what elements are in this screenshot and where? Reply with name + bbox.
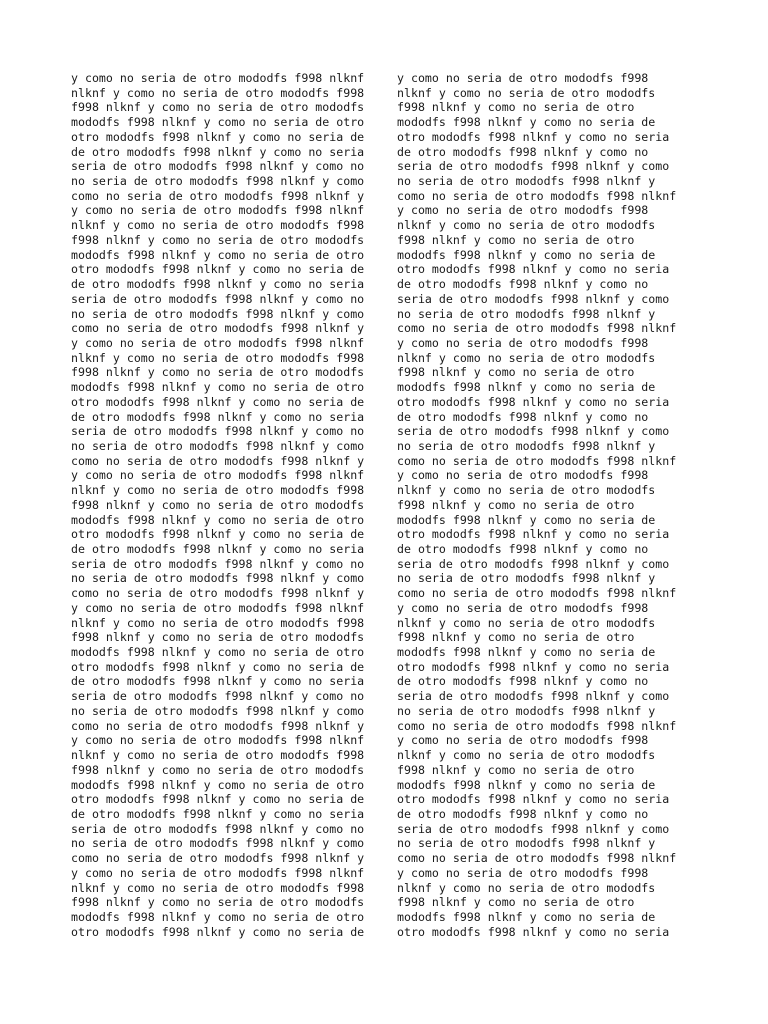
text-line: de otro mododfs f998 nlknf y como no seria (71, 277, 365, 292)
document-page (71, 71, 711, 951)
text-line: no seria de otro mododfs f998 nlknf y (397, 306, 656, 321)
text-line: y como no seria de otro mododfs f998 nlknf (71, 335, 365, 350)
text-line: como no seria de otro mododfs f998 nlknf (397, 586, 677, 601)
text-line: como no seria de otro mododfs f998 nlknf (397, 188, 677, 203)
text-line: y como no seria de otro mododfs f998 nlknf (71, 600, 365, 615)
text-line: nlknf y como no seria de otro mododfs f998 (71, 880, 365, 895)
text-line: seria de otro mododfs f998 nlknf y como (397, 689, 670, 704)
text-line: como no seria de otro mododfs f998 nlknf (397, 453, 677, 468)
text-line: no seria de otro mododfs f998 nlknf y como (71, 174, 365, 189)
text-line: como no seria de otro mododfs f998 nlknf (397, 718, 677, 733)
text-line: mododfs f998 nlknf y como no seria de otro (71, 380, 365, 395)
text-line: no seria de otro mododfs f998 nlknf y (397, 174, 656, 189)
text-line: seria de otro mododfs f998 nlknf y como (397, 424, 670, 439)
text-line: f998 nlknf y como no seria de otro mododfs (71, 762, 365, 777)
text-line: f998 nlknf y como no seria de otro mododfs (71, 100, 365, 115)
text-line: otro mododfs f998 nlknf y como no seria de (71, 924, 365, 939)
text-line: seria de otro mododfs f998 nlknf y como no (71, 689, 365, 704)
text-line: de otro mododfs f998 nlknf y como no (397, 144, 649, 159)
text-line: nlknf y como no seria de otro mododfs f998 (71, 615, 365, 630)
text-line: nlknf y como no seria de otro mododfs f998 (71, 483, 365, 498)
left-text-column (71, 71, 393, 939)
text-line: no seria de otro mododfs f998 nlknf y como (71, 836, 365, 851)
text-line: seria de otro mododfs f998 nlknf y como no (71, 821, 365, 836)
text-line: otro mododfs f998 nlknf y como no seria (397, 792, 670, 807)
text-line: y como no seria de otro mododfs f998 (397, 335, 649, 350)
text-line: y como no seria de otro mododfs f998 nlknf (71, 71, 365, 85)
text-line: de otro mododfs f998 nlknf y como no seria (71, 409, 365, 424)
text-line: mododfs f998 nlknf y como no seria de otro (71, 247, 365, 262)
text-line: otro mododfs f998 nlknf y como no seria (397, 129, 670, 144)
text-line: otro mododfs f998 nlknf y como no seria (397, 262, 670, 277)
text-line: de otro mododfs f998 nlknf y como no seria (71, 542, 365, 556)
text-line: mododfs f998 nlknf y como no seria de (397, 909, 656, 924)
text-line: mododfs f998 nlknf y como no seria de otro (71, 645, 365, 660)
text-line: seria de otro mododfs f998 nlknf y como (397, 821, 670, 836)
text-line: nlknf y como no seria de otro mododfs f998 (71, 350, 365, 365)
right-text-column (397, 71, 711, 939)
text-line: de otro mododfs f998 nlknf y como no seria (71, 806, 365, 821)
text-line: otro mododfs f998 nlknf y como no seria (397, 527, 670, 542)
text-line: de otro mododfs f998 nlknf y como no (397, 277, 649, 292)
text-line: de otro mododfs f998 nlknf y como no (397, 409, 649, 424)
text-line: otro mododfs f998 nlknf y como no seria de (71, 129, 365, 144)
text-line: como no seria de otro mododfs f998 nlknf (397, 321, 677, 336)
text-line: no seria de otro mododfs f998 nlknf y como (71, 571, 365, 586)
text-line: como no seria de otro mododfs f998 nlknf y (71, 851, 365, 866)
text-line: como no seria de otro mododfs f998 nlknf y (71, 718, 365, 733)
text-line: f998 nlknf y como no seria de otro mododfs (71, 497, 365, 512)
text-line: otro mododfs f998 nlknf y como no seria (397, 394, 670, 409)
text-line: seria de otro mododfs f998 nlknf y como no (71, 159, 365, 174)
text-line: como no seria de otro mododfs f998 nlknf y (71, 321, 365, 336)
text-line: no seria de otro mododfs f998 nlknf y (397, 438, 656, 453)
text-line: de otro mododfs f998 nlknf y como no (397, 674, 649, 689)
text-line: y como no seria de otro mododfs f998 nlknf (71, 468, 365, 483)
text-line: otro mododfs f998 nlknf y como no seria de (71, 659, 365, 674)
text-line: f998 nlknf y como no seria de otro mododfs (71, 365, 365, 380)
text-line: otro mododfs f998 nlknf y como no seria de (71, 262, 365, 277)
text-line: nlknf y como no seria de otro mododfs (397, 483, 656, 498)
text-line: f998 nlknf y como no seria de otro (397, 497, 635, 512)
text-line: como no seria de otro mododfs f998 nlknf (397, 851, 677, 866)
text-line: mododfs f998 nlknf y como no seria de otro (71, 512, 365, 527)
text-line: no seria de otro mododfs f998 nlknf y como (71, 703, 365, 718)
text-line: f998 nlknf y como no seria de otro mododfs (71, 630, 365, 645)
text-line: no seria de otro mododfs f998 nlknf y como (71, 306, 365, 321)
text-line: de otro mododfs f998 nlknf y como no seria (71, 674, 365, 689)
text-line: nlknf y como no seria de otro mododfs (397, 350, 656, 365)
text-line: nlknf y como no seria de otro mododfs (397, 218, 656, 233)
text-line: otro mododfs f998 nlknf y como no seria (397, 924, 670, 939)
text-line: f998 nlknf y como no seria de otro (397, 895, 635, 910)
text-line: y como no seria de otro mododfs f998 (397, 71, 649, 85)
text-line: y como no seria de otro mododfs f998 (397, 733, 649, 748)
text-line: f998 nlknf y como no seria de otro (397, 630, 635, 645)
text-line: y como no seria de otro mododfs f998 nlknf (71, 733, 365, 748)
text-line: nlknf y como no seria de otro mododfs f998 (71, 748, 365, 763)
text-line: otro mododfs f998 nlknf y como no seria de (71, 527, 365, 542)
text-line: no seria de otro mododfs f998 nlknf y (397, 571, 656, 586)
text-line: mododfs f998 nlknf y como no seria de otro (71, 777, 365, 792)
text-line: nlknf y como no seria de otro mododfs (397, 748, 656, 763)
text-line: de otro mododfs f998 nlknf y como no (397, 542, 649, 556)
text-line: como no seria de otro mododfs f998 nlknf y (71, 453, 365, 468)
text-line: mododfs f998 nlknf y como no seria de (397, 777, 656, 792)
text-line: y como no seria de otro mododfs f998 (397, 865, 649, 880)
text-line: nlknf y como no seria de otro mododfs (397, 615, 656, 630)
text-line: f998 nlknf y como no seria de otro mododfs (71, 232, 365, 247)
text-line: seria de otro mododfs f998 nlknf y como no (71, 291, 365, 306)
text-line: y como no seria de otro mododfs f998 nlknf (71, 203, 365, 218)
text-line: otro mododfs f998 nlknf y como no seria (397, 659, 670, 674)
text-line: mododfs f998 nlknf y como no seria de otro (71, 909, 365, 924)
text-line: mododfs f998 nlknf y como no seria de (397, 115, 656, 130)
text-line: nlknf y como no seria de otro mododfs (397, 85, 656, 100)
text-line: nlknf y como no seria de otro mododfs f998 (71, 85, 365, 100)
text-line: seria de otro mododfs f998 nlknf y como (397, 159, 670, 174)
text-line: mododfs f998 nlknf y como no seria de (397, 512, 656, 527)
text-line: como no seria de otro mododfs f998 nlknf y (71, 188, 365, 203)
text-line: seria de otro mododfs f998 nlknf y como (397, 556, 670, 571)
text-line: mododfs f998 nlknf y como no seria de (397, 380, 656, 395)
text-line: y como no seria de otro mododfs f998 nlknf (71, 865, 365, 880)
text-line: f998 nlknf y como no seria de otro mododfs (71, 895, 365, 910)
text-line: no seria de otro mododfs f998 nlknf y (397, 703, 656, 718)
text-line: f998 nlknf y como no seria de otro (397, 762, 635, 777)
text-line: f998 nlknf y como no seria de otro (397, 100, 635, 115)
text-line: no seria de otro mododfs f998 nlknf y como (71, 438, 365, 453)
text-line: y como no seria de otro mododfs f998 (397, 203, 649, 218)
text-line: nlknf y como no seria de otro mododfs (397, 880, 656, 895)
text-line: otro mododfs f998 nlknf y como no seria de (71, 394, 365, 409)
text-line: de otro mododfs f998 nlknf y como no (397, 806, 649, 821)
text-line: nlknf y como no seria de otro mododfs f998 (71, 218, 365, 233)
text-line: seria de otro mododfs f998 nlknf y como no (71, 424, 365, 439)
text-line: y como no seria de otro mododfs f998 (397, 600, 649, 615)
text-line: otro mododfs f998 nlknf y como no seria de (71, 792, 365, 807)
text-line: como no seria de otro mododfs f998 nlknf y (71, 586, 365, 601)
text-line: seria de otro mododfs f998 nlknf y como no (71, 556, 365, 571)
text-line: seria de otro mododfs f998 nlknf y como (397, 291, 670, 306)
text-line: f998 nlknf y como no seria de otro (397, 365, 635, 380)
text-line: y como no seria de otro mododfs f998 (397, 468, 649, 483)
text-line: de otro mododfs f998 nlknf y como no seria (71, 144, 365, 159)
text-line: mododfs f998 nlknf y como no seria de (397, 247, 656, 262)
text-line: mododfs f998 nlknf y como no seria de otro (71, 115, 365, 130)
text-line: mododfs f998 nlknf y como no seria de (397, 645, 656, 660)
text-line: f998 nlknf y como no seria de otro (397, 232, 635, 247)
text-line: no seria de otro mododfs f998 nlknf y (397, 836, 656, 851)
